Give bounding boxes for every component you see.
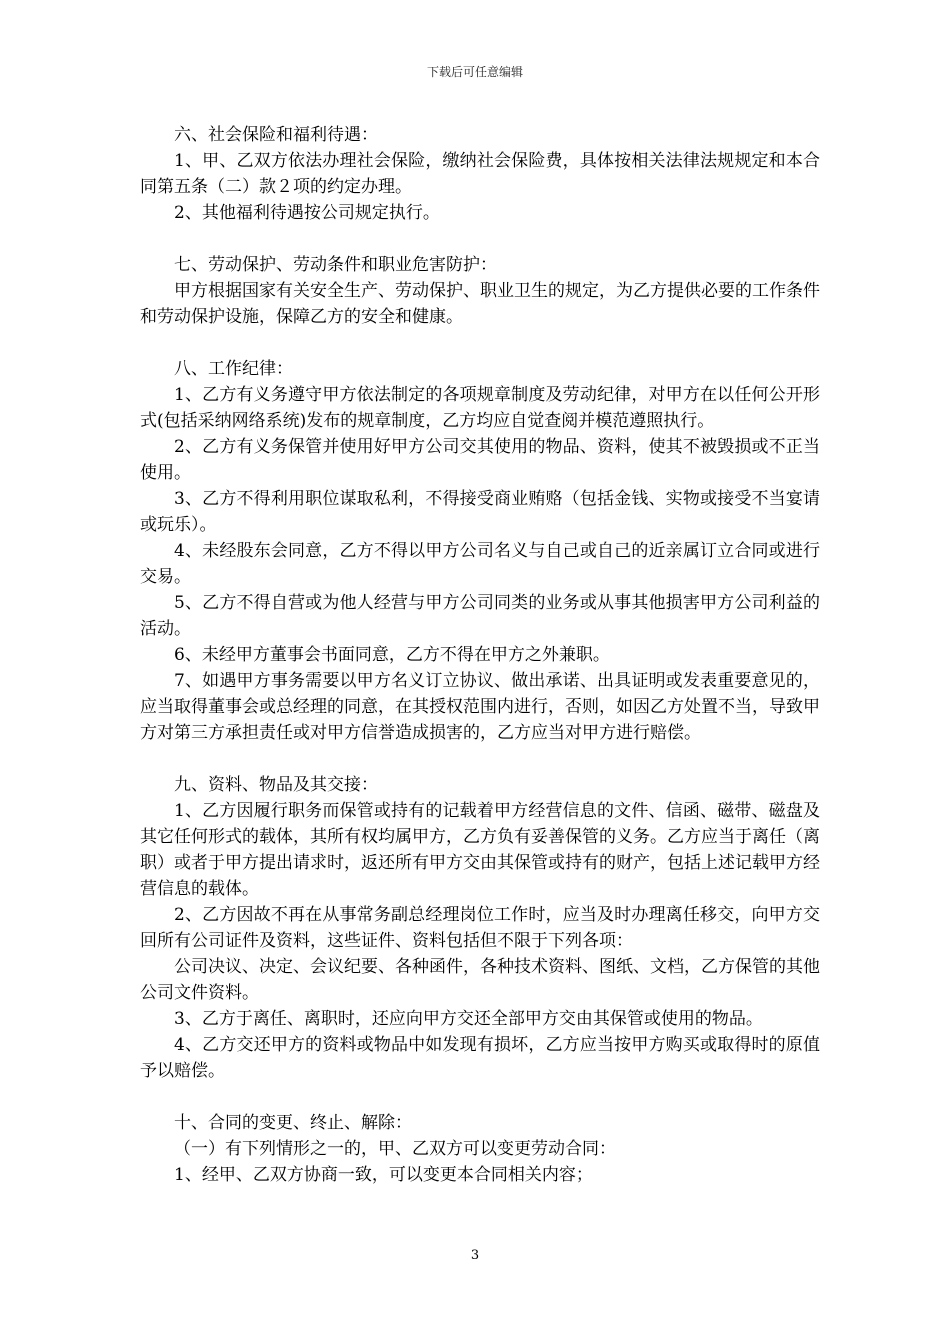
paragraph: 1、甲、乙双方依法办理社会保险，缴纳社会保险费，具体按相关法律法规规定和本合同第五条（二）款２项的约定办理。 xyxy=(140,151,820,197)
section-heading: 七、劳动保护、劳动条件和职业危害防护： xyxy=(174,255,497,275)
paragraph: 3、乙方不得利用职位谋取私利，不得接受商业贿赂（包括金钱、实物或接受不当宴请或玩乐）。 xyxy=(140,489,820,535)
page-header: 下载后可任意编辑 xyxy=(426,65,523,79)
paragraph: 7、如遇甲方事务需要以甲方名义订立协议、做出承诺、出具证明或发表重要意见的，应当取得董事会或总经理的同意，在其授权范围内进行，否则，如因乙方处置不当，导致甲方对第三方承担责任或对甲方信誉造成损害的，乙方应当对甲方进行赔偿。 xyxy=(140,671,820,743)
paragraph: 甲方根据国家有关安全生产、劳动保护、职业卫生的规定，为乙方提供必要的工作条件和劳动保护设施，保障乙方的安全和健康。 xyxy=(140,281,820,327)
section-heading: 十、合同的变更、终止、解除： xyxy=(174,1113,412,1133)
paragraph: 公司决议、决定、会议纪要、各种函件，各种技术资料、图纸、文档，乙方保管的其他公司文件资料。 xyxy=(140,957,820,1003)
paragraph: 4、乙方交还甲方的资料或物品中如发现有损坏，乙方应当按甲方购买或取得时的原值予以赔偿。 xyxy=(140,1035,820,1081)
section-heading: 九、资料、物品及其交接： xyxy=(174,775,378,795)
section-7 xyxy=(140,252,820,330)
section-heading: 八、工作纪律： xyxy=(174,359,293,379)
page-number: 3 xyxy=(470,1248,480,1263)
paragraph: 2、乙方有义务保管并使用好甲方公司交其使用的物品、资料，使其不被毁损或不正当使用。 xyxy=(140,437,820,483)
section-8 xyxy=(140,356,820,746)
paragraph: 2、其他福利待遇按公司规定执行。 xyxy=(174,203,440,223)
document-body xyxy=(140,122,820,1214)
paragraph: 5、乙方不得自营或为他人经营与甲方公司同类的业务或从事其他损害甲方公司利益的活动。 xyxy=(140,593,820,639)
paragraph: 4、未经股东会同意，乙方不得以甲方公司名义与自己或自己的近亲属订立合同或进行交易。 xyxy=(140,541,820,587)
paragraph: 1、乙方因履行职务而保管或持有的记载着甲方经营信息的文件、信函、磁带、磁盘及其它任何形式的载体，其所有权均属甲方，乙方负有妥善保管的义务。乙方应当于离任（离职）或者于甲方提出请求时，返还所有甲方交由其保管或持有的财产，包括上述记载甲方经营信息的载体。 xyxy=(140,801,820,899)
section-6 xyxy=(140,122,820,226)
paragraph: 1、乙方有义务遵守甲方依法制定的各项规章制度及劳动纪律，对甲方在以任何公开形式(包括采纳网络系统)发布的规章制度，乙方均应自觉查阅并模范遵照执行。 xyxy=(140,385,820,431)
section-9 xyxy=(140,772,820,1084)
paragraph: 6、未经甲方董事会书面同意，乙方不得在甲方之外兼职。 xyxy=(174,645,610,665)
paragraph: 2、乙方因故不再在从事常务副总经理岗位工作时，应当及时办理离任移交，向甲方交回所有公司证件及资料，这些证件、资料包括但不限于下列各项： xyxy=(140,905,820,951)
paragraph: 1、经甲、乙双方协商一致，可以变更本合同相关内容； xyxy=(174,1165,593,1185)
section-heading: 六、社会保险和福利待遇： xyxy=(174,125,378,145)
section-10 xyxy=(140,1110,820,1188)
paragraph: 3、乙方于离任、离职时，还应向甲方交还全部甲方交由其保管或使用的物品。 xyxy=(174,1009,763,1029)
paragraph: （一）有下列情形之一的，甲、乙双方可以变更劳动合同： xyxy=(174,1139,616,1159)
